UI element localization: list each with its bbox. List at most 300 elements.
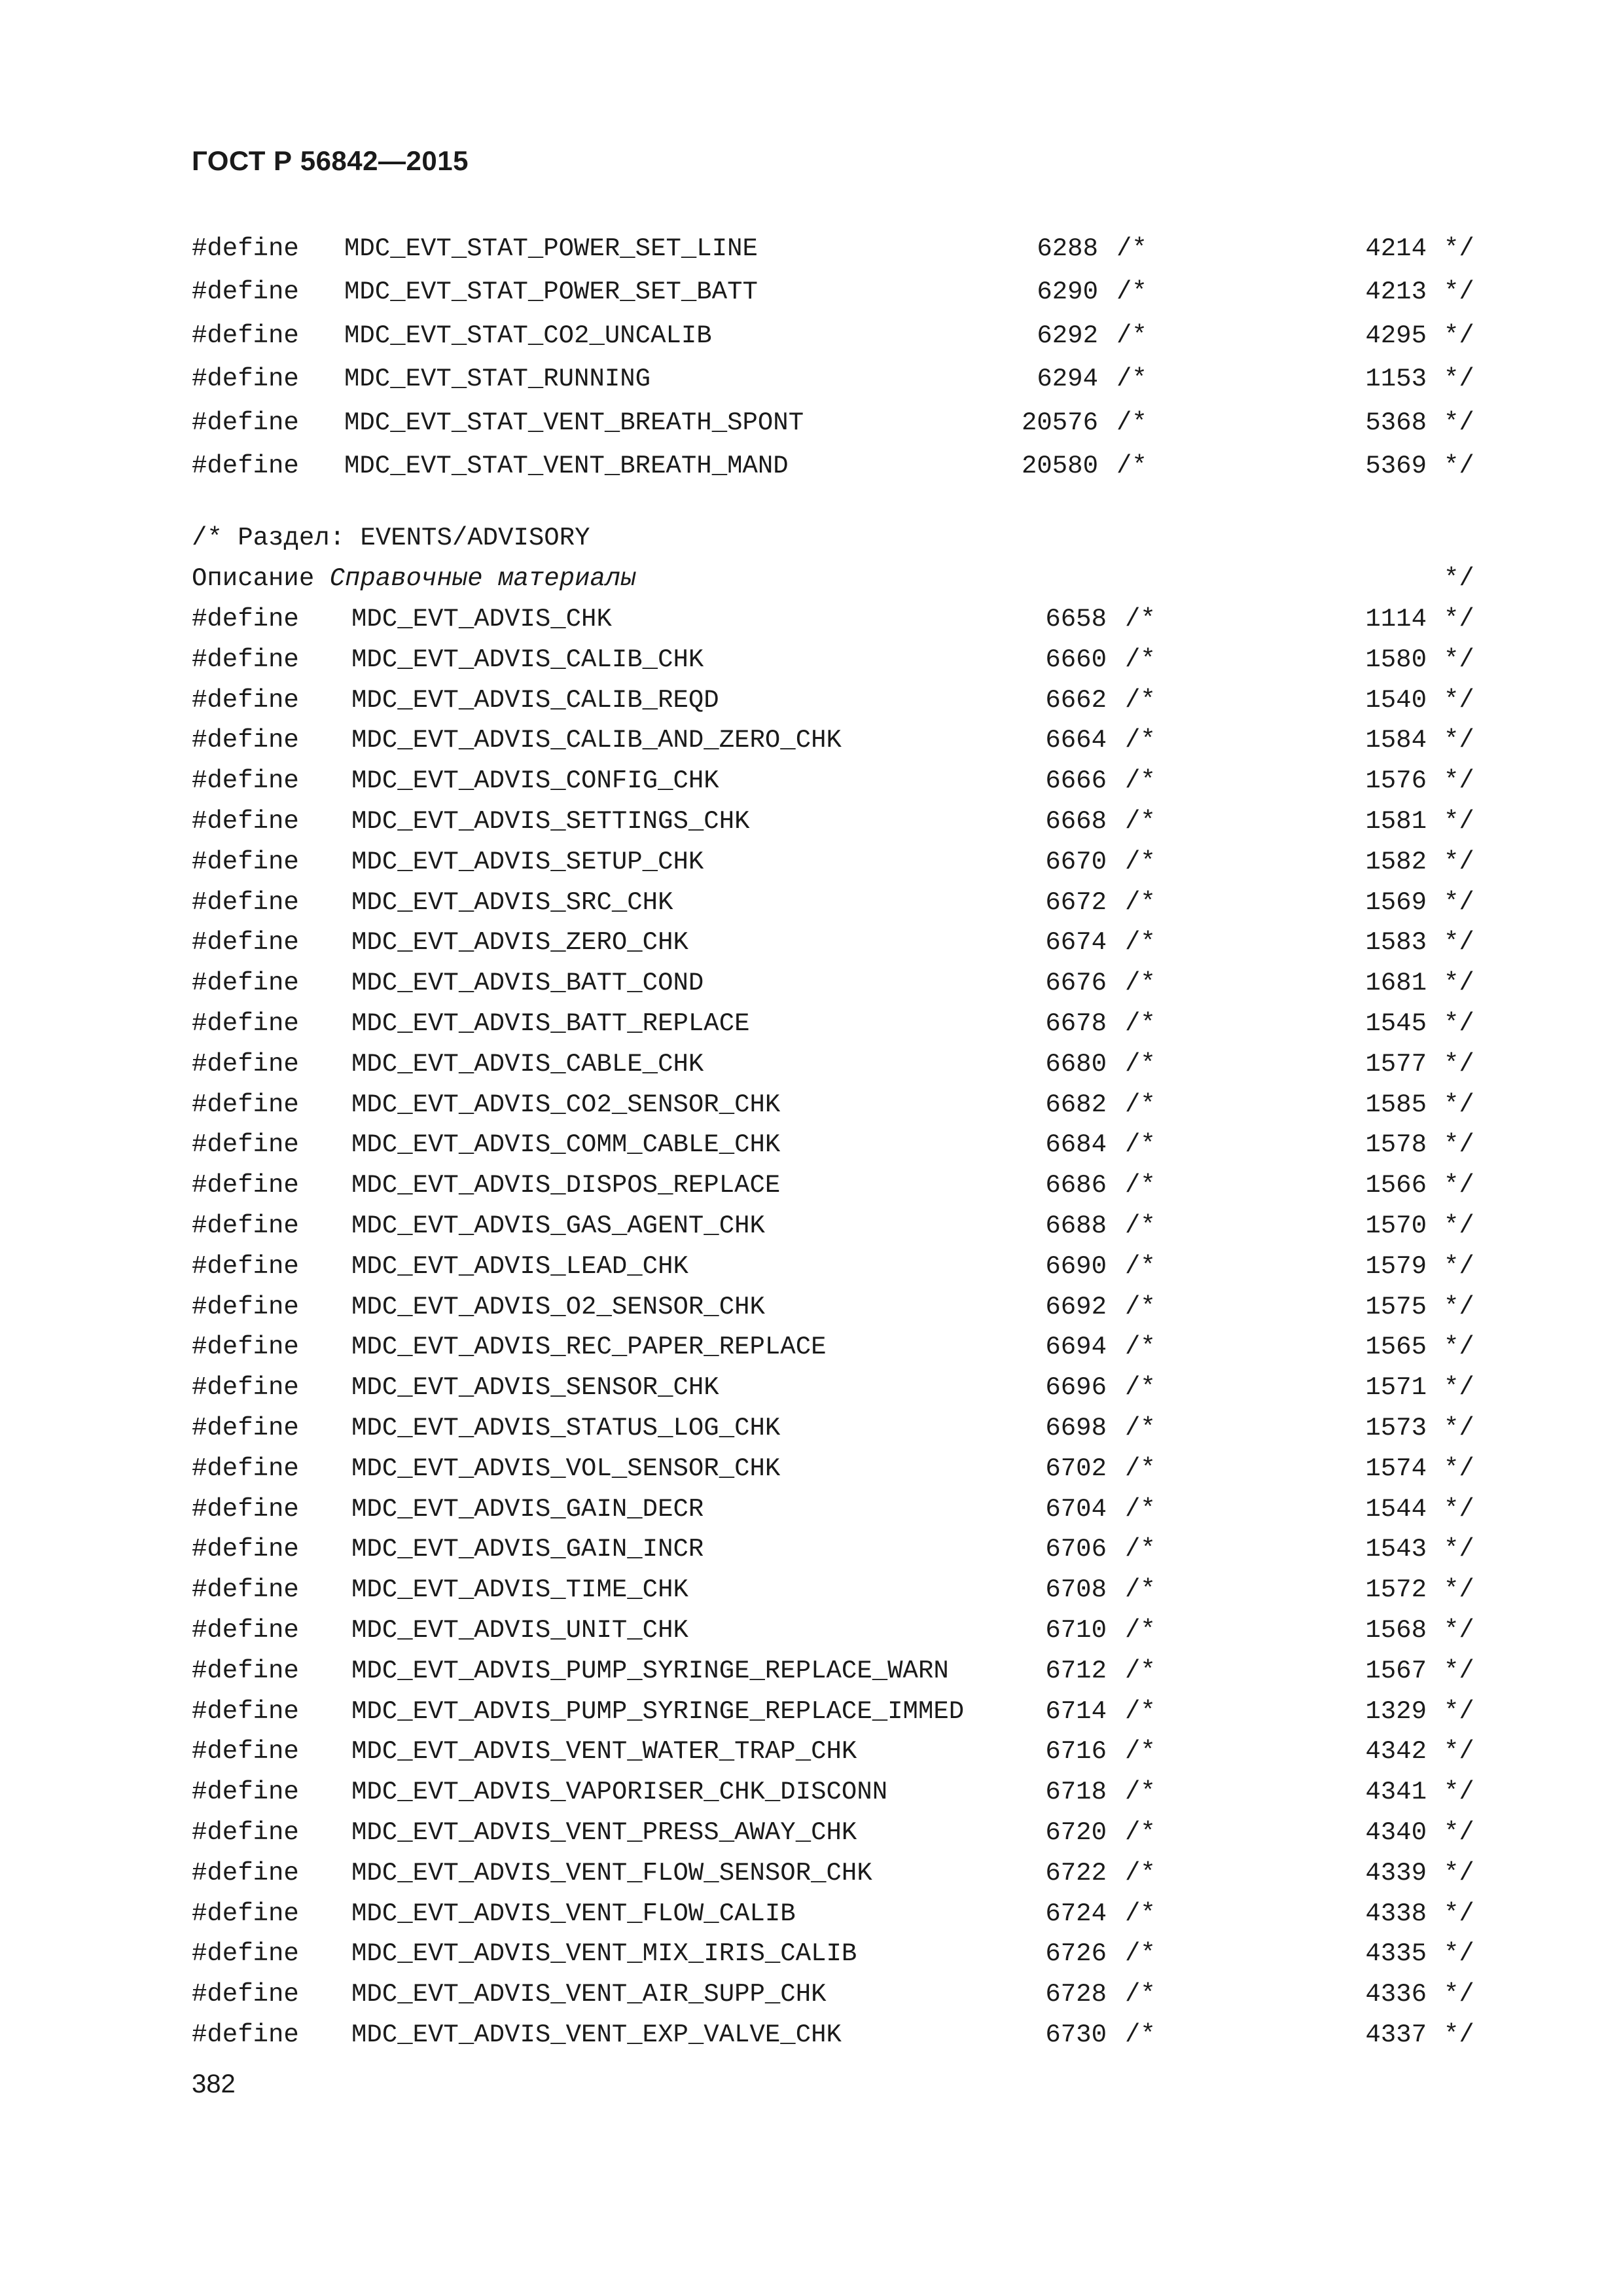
define-row bbox=[0, 1980, 1623, 2013]
comment-close: */ bbox=[1444, 766, 1474, 796]
define-row bbox=[0, 1616, 1623, 1649]
define-keyword: #define bbox=[192, 1373, 299, 1403]
define-value: 6678 bbox=[1045, 1009, 1107, 1038]
define-name: MDC_EVT_ADVIS_SETTINGS_CHK bbox=[351, 807, 750, 836]
term-code: 1681 bbox=[1365, 969, 1427, 998]
define-value: 6710 bbox=[1045, 1616, 1107, 1645]
comment-open: /* bbox=[1116, 278, 1147, 307]
comment-open: /* bbox=[1116, 408, 1147, 437]
comment-open: /* bbox=[1125, 928, 1156, 958]
comment-open: /* bbox=[1125, 1292, 1156, 1321]
term-code: 1584 bbox=[1365, 726, 1427, 755]
comment-open: /* bbox=[1125, 1414, 1156, 1443]
define-keyword: #define bbox=[192, 321, 299, 350]
comment-open: /* bbox=[1116, 452, 1147, 480]
comment-open: /* bbox=[1125, 1454, 1156, 1483]
define-keyword: #define bbox=[192, 1009, 299, 1038]
define-row bbox=[0, 807, 1623, 840]
define-keyword: #define bbox=[192, 1251, 299, 1281]
comment-close: */ bbox=[1444, 1333, 1474, 1362]
comment-open: /* bbox=[1125, 847, 1156, 876]
define-keyword: #define bbox=[192, 365, 299, 394]
define-name: MDC_EVT_STAT_POWER_SET_LINE bbox=[344, 234, 758, 263]
define-name: MDC_EVT_STAT_VENT_BREATH_SPONT bbox=[344, 408, 804, 437]
comment-close: */ bbox=[1444, 1899, 1474, 1928]
comment-open: /* bbox=[1125, 645, 1156, 674]
define-name: MDC_EVT_ADVIS_BATT_REPLACE bbox=[351, 1009, 750, 1038]
comment-close: */ bbox=[1444, 726, 1474, 755]
comment-open: /* bbox=[1125, 1171, 1156, 1200]
define-value: 6706 bbox=[1045, 1535, 1107, 1564]
comment-close: */ bbox=[1444, 1171, 1474, 1200]
comment-close: */ bbox=[1444, 928, 1474, 958]
term-code: 1540 bbox=[1365, 685, 1427, 715]
define-value: 6714 bbox=[1045, 1696, 1107, 1726]
define-row bbox=[0, 408, 1623, 441]
define-value: 6684 bbox=[1045, 1130, 1107, 1160]
define-row bbox=[0, 365, 1623, 397]
comment-close: */ bbox=[1444, 645, 1474, 674]
define-name: MDC_EVT_ADVIS_GAS_AGENT_CHK bbox=[351, 1211, 765, 1240]
define-keyword: #define bbox=[192, 726, 299, 755]
define-value: 6722 bbox=[1045, 1858, 1107, 1888]
comment-close: */ bbox=[1444, 1292, 1474, 1321]
define-name: MDC_EVT_ADVIS_VENT_WATER_TRAP_CHK bbox=[351, 1737, 857, 1767]
define-value: 6288 bbox=[1037, 234, 1098, 263]
comment-open: /* bbox=[1125, 1575, 1156, 1605]
define-row bbox=[0, 1130, 1623, 1163]
term-code: 1579 bbox=[1365, 1251, 1427, 1281]
define-value: 6720 bbox=[1045, 1818, 1107, 1847]
define-name: MDC_EVT_ADVIS_CHK bbox=[351, 605, 612, 634]
define-name: MDC_EVT_ADVIS_BATT_COND bbox=[351, 969, 704, 998]
define-value: 6702 bbox=[1045, 1454, 1107, 1483]
define-name: MDC_EVT_ADVIS_CALIB_AND_ZERO_CHK bbox=[351, 726, 842, 755]
comment-close: */ bbox=[1444, 452, 1474, 480]
define-value: 6676 bbox=[1045, 969, 1107, 998]
define-value: 6292 bbox=[1037, 321, 1098, 350]
define-value: 6694 bbox=[1045, 1333, 1107, 1362]
term-code: 1574 bbox=[1365, 1454, 1427, 1483]
term-code: 1573 bbox=[1365, 1414, 1427, 1443]
define-keyword: #define bbox=[192, 1292, 299, 1321]
define-value: 6660 bbox=[1045, 645, 1107, 674]
define-keyword: #define bbox=[192, 605, 299, 634]
comment-open: /* bbox=[1125, 1778, 1156, 1807]
term-code: 1567 bbox=[1365, 1656, 1427, 1685]
define-keyword: #define bbox=[192, 1980, 299, 2009]
term-code: 1582 bbox=[1365, 847, 1427, 876]
term-code: 1572 bbox=[1365, 1575, 1427, 1605]
comment-open: /* bbox=[1125, 685, 1156, 715]
comment-close: */ bbox=[1444, 1211, 1474, 1240]
define-value: 6686 bbox=[1045, 1171, 1107, 1200]
term-code: 4335 bbox=[1365, 1939, 1427, 1969]
define-value: 6674 bbox=[1045, 928, 1107, 958]
define-value: 6698 bbox=[1045, 1414, 1107, 1443]
term-code: 1569 bbox=[1365, 888, 1427, 917]
define-keyword: #define bbox=[192, 1130, 299, 1160]
define-row bbox=[0, 969, 1623, 1001]
define-name: MDC_EVT_ADVIS_VENT_AIR_SUPP_CHK bbox=[351, 1980, 827, 2009]
comment-open: /* bbox=[1125, 726, 1156, 755]
term-code: 1153 bbox=[1365, 365, 1427, 394]
term-code: 1566 bbox=[1365, 1171, 1427, 1200]
comment-close: */ bbox=[1444, 1535, 1474, 1564]
comment-close: */ bbox=[1444, 1737, 1474, 1767]
define-keyword: #define bbox=[192, 1616, 299, 1645]
term-code: 4337 bbox=[1365, 2020, 1427, 2049]
document-header: ГОСТ Р 56842—2015 bbox=[192, 145, 469, 176]
define-row bbox=[0, 1495, 1623, 1528]
term-code: 1544 bbox=[1365, 1494, 1427, 1524]
define-name: MDC_EVT_ADVIS_CABLE_CHK bbox=[351, 1049, 704, 1079]
term-code: 4341 bbox=[1365, 1778, 1427, 1807]
define-keyword: #define bbox=[192, 645, 299, 674]
define-name: MDC_EVT_ADVIS_VENT_FLOW_CALIB bbox=[351, 1899, 796, 1928]
comment-close: */ bbox=[1444, 888, 1474, 917]
define-keyword: #define bbox=[192, 1818, 299, 1847]
comment-open: /* bbox=[1125, 807, 1156, 836]
define-row bbox=[0, 321, 1623, 354]
term-code: 4214 bbox=[1365, 234, 1427, 263]
define-name: MDC_EVT_STAT_RUNNING bbox=[344, 365, 651, 394]
define-row bbox=[0, 1050, 1623, 1083]
comment-close: */ bbox=[1444, 1818, 1474, 1847]
term-code: 4213 bbox=[1365, 278, 1427, 307]
define-name: MDC_EVT_ADVIS_PUMP_SYRINGE_REPLACE_WARN bbox=[351, 1656, 949, 1685]
define-name: MDC_EVT_ADVIS_TIME_CHK bbox=[351, 1575, 688, 1605]
define-value: 6294 bbox=[1037, 365, 1098, 394]
comment-close: */ bbox=[1444, 2020, 1474, 2049]
comment-close: */ bbox=[1444, 1009, 1474, 1038]
section-description bbox=[192, 564, 636, 593]
comment-close: */ bbox=[1444, 1454, 1474, 1483]
comment-close: */ bbox=[1444, 1575, 1474, 1605]
define-keyword: #define bbox=[192, 888, 299, 917]
define-row bbox=[0, 1090, 1623, 1123]
comment-open: /* bbox=[1125, 1939, 1156, 1969]
define-row bbox=[0, 1697, 1623, 1730]
define-row bbox=[0, 1778, 1623, 1810]
define-name: MDC_EVT_ADVIS_CO2_SENSOR_CHK bbox=[351, 1090, 781, 1119]
description-comment-close: */ bbox=[1444, 564, 1474, 593]
define-value: 20576 bbox=[1021, 408, 1098, 437]
comment-open: /* bbox=[1125, 1049, 1156, 1079]
term-code: 1570 bbox=[1365, 1211, 1427, 1240]
define-keyword: #define bbox=[192, 766, 299, 796]
comment-open: /* bbox=[1125, 766, 1156, 796]
comment-open: /* bbox=[1125, 1494, 1156, 1524]
define-name: MDC_EVT_ADVIS_SRC_CHK bbox=[351, 888, 673, 917]
comment-open: /* bbox=[1125, 888, 1156, 917]
define-row bbox=[0, 848, 1623, 880]
define-keyword: #define bbox=[192, 1737, 299, 1767]
define-row bbox=[0, 928, 1623, 961]
description-label: Описание bbox=[192, 564, 315, 593]
define-name: MDC_EVT_ADVIS_VENT_MIX_IRIS_CALIB bbox=[351, 1939, 857, 1969]
define-keyword: #define bbox=[192, 1333, 299, 1362]
define-name: MDC_EVT_ADVIS_REC_PAPER_REPLACE bbox=[351, 1333, 827, 1362]
term-code: 1114 bbox=[1365, 605, 1427, 634]
define-keyword: #define bbox=[192, 807, 299, 836]
comment-close: */ bbox=[1444, 321, 1474, 350]
term-code: 1543 bbox=[1365, 1535, 1427, 1564]
term-code: 4339 bbox=[1365, 1858, 1427, 1888]
define-row bbox=[0, 1252, 1623, 1285]
define-name: MDC_EVT_ADVIS_VENT_PRESS_AWAY_CHK bbox=[351, 1818, 857, 1847]
define-keyword: #define bbox=[192, 1049, 299, 1079]
section-heading: /* Раздел: EVENTS/ADVISORY bbox=[192, 524, 590, 552]
term-code: 1585 bbox=[1365, 1090, 1427, 1119]
define-keyword: #define bbox=[192, 969, 299, 998]
define-name: MDC_EVT_ADVIS_CALIB_CHK bbox=[351, 645, 704, 674]
comment-open: /* bbox=[1125, 1737, 1156, 1767]
define-keyword: #define bbox=[192, 1494, 299, 1524]
comment-close: */ bbox=[1444, 278, 1474, 307]
define-name: MDC_EVT_ADVIS_CONFIG_CHK bbox=[351, 766, 719, 796]
define-keyword: #define bbox=[192, 1939, 299, 1969]
term-code: 5368 bbox=[1365, 408, 1427, 437]
define-keyword: #define bbox=[192, 2020, 299, 2049]
define-row bbox=[0, 1859, 1623, 1892]
comment-open: /* bbox=[1125, 1373, 1156, 1403]
define-value: 6724 bbox=[1045, 1899, 1107, 1928]
define-row bbox=[0, 605, 1623, 637]
define-name: MDC_EVT_ADVIS_SETUP_CHK bbox=[351, 847, 704, 876]
define-row bbox=[0, 2020, 1623, 2053]
define-value: 6670 bbox=[1045, 847, 1107, 876]
comment-close: */ bbox=[1444, 685, 1474, 715]
define-keyword: #define bbox=[192, 1535, 299, 1564]
define-keyword: #define bbox=[192, 1414, 299, 1443]
define-keyword: #define bbox=[192, 1211, 299, 1240]
define-name: MDC_EVT_ADVIS_VENT_EXP_VALVE_CHK bbox=[351, 2020, 842, 2049]
define-name: MDC_EVT_STAT_VENT_BREATH_MAND bbox=[344, 452, 789, 480]
define-row bbox=[0, 234, 1623, 267]
define-name: MDC_EVT_ADVIS_VOL_SENSOR_CHK bbox=[351, 1454, 781, 1483]
comment-close: */ bbox=[1444, 408, 1474, 437]
term-code: 1571 bbox=[1365, 1373, 1427, 1403]
define-name: MDC_EVT_ADVIS_UNIT_CHK bbox=[351, 1616, 688, 1645]
term-code: 1545 bbox=[1365, 1009, 1427, 1038]
comment-open: /* bbox=[1125, 1899, 1156, 1928]
term-code: 1581 bbox=[1365, 807, 1427, 836]
comment-close: */ bbox=[1444, 1130, 1474, 1160]
define-name: MDC_EVT_ADVIS_VENT_FLOW_SENSOR_CHK bbox=[351, 1858, 872, 1888]
define-name: MDC_EVT_ADVIS_COMM_CABLE_CHK bbox=[351, 1130, 781, 1160]
comment-close: */ bbox=[1444, 1251, 1474, 1281]
define-row bbox=[0, 645, 1623, 678]
comment-open: /* bbox=[1125, 1818, 1156, 1847]
comment-close: */ bbox=[1444, 1049, 1474, 1079]
comment-close: */ bbox=[1444, 1090, 1474, 1119]
comment-open: /* bbox=[1125, 1333, 1156, 1362]
comment-open: /* bbox=[1125, 1980, 1156, 2009]
define-value: 6712 bbox=[1045, 1656, 1107, 1685]
define-row bbox=[0, 1535, 1623, 1568]
comment-close: */ bbox=[1444, 365, 1474, 394]
term-code: 4295 bbox=[1365, 321, 1427, 350]
define-keyword: #define bbox=[192, 685, 299, 715]
define-value: 6690 bbox=[1045, 1251, 1107, 1281]
comment-close: */ bbox=[1444, 1939, 1474, 1969]
define-keyword: #define bbox=[192, 1858, 299, 1888]
comment-close: */ bbox=[1444, 1414, 1474, 1443]
define-value: 6290 bbox=[1037, 278, 1098, 307]
define-name: MDC_EVT_ADVIS_PUMP_SYRINGE_REPLACE_IMMED bbox=[351, 1696, 965, 1726]
define-value: 6682 bbox=[1045, 1090, 1107, 1119]
term-code: 1580 bbox=[1365, 645, 1427, 674]
define-keyword: #define bbox=[192, 1454, 299, 1483]
define-value: 6708 bbox=[1045, 1575, 1107, 1605]
comment-open: /* bbox=[1125, 1251, 1156, 1281]
description-text: Справочные материалы bbox=[329, 564, 636, 593]
define-name: MDC_EVT_ADVIS_ZERO_CHK bbox=[351, 928, 688, 958]
define-keyword: #define bbox=[192, 847, 299, 876]
define-value: 6680 bbox=[1045, 1049, 1107, 1079]
define-value: 6730 bbox=[1045, 2020, 1107, 2049]
define-value: 6696 bbox=[1045, 1373, 1107, 1403]
comment-close: */ bbox=[1444, 1980, 1474, 2009]
define-value: 6726 bbox=[1045, 1939, 1107, 1969]
comment-close: */ bbox=[1444, 1696, 1474, 1726]
term-code: 1329 bbox=[1365, 1696, 1427, 1726]
define-keyword: #define bbox=[192, 1696, 299, 1726]
define-keyword: #define bbox=[192, 1575, 299, 1605]
term-code: 1583 bbox=[1365, 928, 1427, 958]
define-row bbox=[0, 1818, 1623, 1851]
define-value: 6716 bbox=[1045, 1737, 1107, 1767]
define-value: 6668 bbox=[1045, 807, 1107, 836]
define-name: MDC_EVT_ADVIS_VAPORISER_CHK_DISCONN bbox=[351, 1778, 888, 1807]
comment-close: */ bbox=[1444, 1656, 1474, 1685]
define-row bbox=[0, 1171, 1623, 1204]
term-code: 1578 bbox=[1365, 1130, 1427, 1160]
comment-open: /* bbox=[1125, 605, 1156, 634]
define-value: 6672 bbox=[1045, 888, 1107, 917]
term-code: 4342 bbox=[1365, 1737, 1427, 1767]
define-row bbox=[0, 1293, 1623, 1325]
define-keyword: #define bbox=[192, 928, 299, 958]
define-row bbox=[0, 726, 1623, 759]
comment-open: /* bbox=[1116, 234, 1147, 263]
define-row bbox=[0, 1939, 1623, 1972]
define-row bbox=[0, 1333, 1623, 1365]
term-code: 1565 bbox=[1365, 1333, 1427, 1362]
comment-close: */ bbox=[1444, 605, 1474, 634]
define-row bbox=[0, 1454, 1623, 1487]
comment-close: */ bbox=[1444, 1858, 1474, 1888]
comment-open: /* bbox=[1125, 1656, 1156, 1685]
define-value: 6662 bbox=[1045, 685, 1107, 715]
define-row bbox=[0, 1414, 1623, 1446]
define-keyword: #define bbox=[192, 408, 299, 437]
define-row bbox=[0, 1009, 1623, 1042]
comment-open: /* bbox=[1125, 2020, 1156, 2049]
comment-close: */ bbox=[1444, 969, 1474, 998]
comment-close: */ bbox=[1444, 1373, 1474, 1403]
comment-open: /* bbox=[1125, 1009, 1156, 1038]
comment-close: */ bbox=[1444, 234, 1474, 263]
comment-open: /* bbox=[1125, 1535, 1156, 1564]
comment-close: */ bbox=[1444, 1778, 1474, 1807]
define-row bbox=[0, 766, 1623, 799]
define-row bbox=[0, 686, 1623, 719]
define-value: 6704 bbox=[1045, 1494, 1107, 1524]
comment-close: */ bbox=[1444, 807, 1474, 836]
define-row bbox=[0, 1899, 1623, 1932]
term-code: 1576 bbox=[1365, 766, 1427, 796]
define-value: 6688 bbox=[1045, 1211, 1107, 1240]
define-name: MDC_EVT_ADVIS_GAIN_DECR bbox=[351, 1494, 704, 1524]
define-name: MDC_EVT_ADVIS_STATUS_LOG_CHK bbox=[351, 1414, 781, 1443]
comment-open: /* bbox=[1125, 1858, 1156, 1888]
define-keyword: #define bbox=[192, 234, 299, 263]
define-row bbox=[0, 1737, 1623, 1770]
define-name: MDC_EVT_ADVIS_GAIN_INCR bbox=[351, 1535, 704, 1564]
define-keyword: #define bbox=[192, 1171, 299, 1200]
define-name: MDC_EVT_STAT_CO2_UNCALIB bbox=[344, 321, 712, 350]
define-keyword: #define bbox=[192, 452, 299, 480]
define-keyword: #define bbox=[192, 1778, 299, 1807]
comment-open: /* bbox=[1125, 1616, 1156, 1645]
define-value: 6692 bbox=[1045, 1292, 1107, 1321]
define-value: 20580 bbox=[1021, 452, 1098, 480]
define-name: MDC_EVT_ADVIS_LEAD_CHK bbox=[351, 1251, 688, 1281]
define-name: MDC_EVT_ADVIS_DISPOS_REPLACE bbox=[351, 1171, 781, 1200]
define-keyword: #define bbox=[192, 1656, 299, 1685]
term-code: 4340 bbox=[1365, 1818, 1427, 1847]
define-row bbox=[0, 278, 1623, 310]
define-row bbox=[0, 888, 1623, 921]
term-code: 1568 bbox=[1365, 1616, 1427, 1645]
define-value: 6664 bbox=[1045, 726, 1107, 755]
define-keyword: #define bbox=[192, 278, 299, 307]
define-value: 6666 bbox=[1045, 766, 1107, 796]
comment-open: /* bbox=[1125, 1211, 1156, 1240]
define-row bbox=[0, 1657, 1623, 1689]
comment-open: /* bbox=[1116, 365, 1147, 394]
define-name: MDC_EVT_ADVIS_O2_SENSOR_CHK bbox=[351, 1292, 765, 1321]
define-keyword: #define bbox=[192, 1090, 299, 1119]
define-row bbox=[0, 452, 1623, 484]
comment-open: /* bbox=[1125, 969, 1156, 998]
define-name: MDC_EVT_STAT_POWER_SET_BATT bbox=[344, 278, 758, 307]
comment-open: /* bbox=[1125, 1696, 1156, 1726]
comment-open: /* bbox=[1116, 321, 1147, 350]
define-keyword: #define bbox=[192, 1899, 299, 1928]
term-code: 4336 bbox=[1365, 1980, 1427, 2009]
term-code: 1575 bbox=[1365, 1292, 1427, 1321]
define-row bbox=[0, 1211, 1623, 1244]
define-name: MDC_EVT_ADVIS_CALIB_REQD bbox=[351, 685, 719, 715]
page-number: 382 bbox=[192, 2070, 236, 2098]
comment-close: */ bbox=[1444, 847, 1474, 876]
comment-close: */ bbox=[1444, 1494, 1474, 1524]
define-row bbox=[0, 1575, 1623, 1608]
term-code: 1577 bbox=[1365, 1049, 1427, 1079]
term-code: 5369 bbox=[1365, 452, 1427, 480]
comment-open: /* bbox=[1125, 1090, 1156, 1119]
define-name: MDC_EVT_ADVIS_SENSOR_CHK bbox=[351, 1373, 719, 1403]
define-value: 6728 bbox=[1045, 1980, 1107, 2009]
define-value: 6718 bbox=[1045, 1778, 1107, 1807]
define-row bbox=[0, 1373, 1623, 1406]
define-value: 6658 bbox=[1045, 605, 1107, 634]
comment-open: /* bbox=[1125, 1130, 1156, 1160]
term-code: 4338 bbox=[1365, 1899, 1427, 1928]
